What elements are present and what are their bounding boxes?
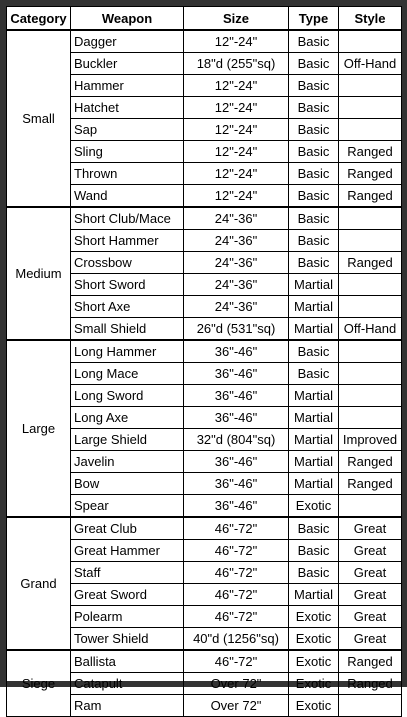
weapon-cell: Catapult: [71, 673, 184, 695]
type-cell: Basic: [289, 97, 339, 119]
style-cell: [339, 274, 402, 296]
type-cell: Basic: [289, 141, 339, 163]
size-cell: 12"-24": [184, 75, 289, 97]
table-row: [7, 650, 402, 673]
table-header: [7, 7, 402, 31]
size-cell: 36"-46": [184, 340, 289, 363]
style-cell: Great: [339, 628, 402, 651]
size-cell: 24"-36": [184, 207, 289, 230]
category-cell: Medium: [7, 207, 71, 340]
type-cell: Martial: [289, 429, 339, 451]
style-cell: [339, 30, 402, 53]
style-cell: Ranged: [339, 163, 402, 185]
style-cell: [339, 385, 402, 407]
weapon-cell: Great Club: [71, 517, 184, 540]
weapon-cell: Long Axe: [71, 407, 184, 429]
type-cell: Basic: [289, 340, 339, 363]
size-cell: 36"-46": [184, 451, 289, 473]
weapon-cell: Buckler: [71, 53, 184, 75]
type-cell: Basic: [289, 163, 339, 185]
header-size: Size: [184, 7, 289, 31]
weapon-cell: Short Hammer: [71, 230, 184, 252]
type-cell: Martial: [289, 274, 339, 296]
type-cell: Basic: [289, 75, 339, 97]
type-cell: Exotic: [289, 606, 339, 628]
weapon-cell: Javelin: [71, 451, 184, 473]
type-cell: Martial: [289, 407, 339, 429]
weapon-cell: Long Sword: [71, 385, 184, 407]
type-cell: Basic: [289, 363, 339, 385]
style-cell: [339, 97, 402, 119]
weapon-cell: Small Shield: [71, 318, 184, 341]
style-cell: Ranged: [339, 673, 402, 695]
type-cell: Exotic: [289, 650, 339, 673]
type-cell: Basic: [289, 230, 339, 252]
size-cell: 36"-46": [184, 385, 289, 407]
style-cell: [339, 230, 402, 252]
style-cell: Ranged: [339, 185, 402, 208]
size-cell: 46"-72": [184, 584, 289, 606]
weapons-table: [6, 6, 402, 717]
size-cell: 32"d (804"sq): [184, 429, 289, 451]
size-cell: 46"-72": [184, 562, 289, 584]
style-cell: [339, 296, 402, 318]
size-cell: Over 72": [184, 695, 289, 717]
type-cell: Martial: [289, 385, 339, 407]
size-cell: 36"-46": [184, 363, 289, 385]
style-cell: Improved: [339, 429, 402, 451]
style-cell: Ranged: [339, 473, 402, 495]
type-cell: Basic: [289, 562, 339, 584]
weapon-cell: Polearm: [71, 606, 184, 628]
category-cell: Large: [7, 340, 71, 517]
size-cell: 12"-24": [184, 97, 289, 119]
style-cell: [339, 75, 402, 97]
style-cell: Great: [339, 584, 402, 606]
table-row: [7, 517, 402, 540]
weapon-cell: Dagger: [71, 30, 184, 53]
weapon-cell: Ballista: [71, 650, 184, 673]
type-cell: Exotic: [289, 673, 339, 695]
weapon-cell: Hammer: [71, 75, 184, 97]
size-cell: 46"-72": [184, 540, 289, 562]
style-cell: [339, 119, 402, 141]
header-row: [7, 7, 402, 31]
style-cell: Great: [339, 517, 402, 540]
weapon-cell: Great Hammer: [71, 540, 184, 562]
weapon-cell: Great Sword: [71, 584, 184, 606]
style-cell: Ranged: [339, 451, 402, 473]
size-cell: 36"-46": [184, 473, 289, 495]
header-weapon: Weapon: [71, 7, 184, 31]
size-cell: 12"-24": [184, 30, 289, 53]
size-cell: 36"-46": [184, 407, 289, 429]
type-cell: Exotic: [289, 495, 339, 518]
type-cell: Martial: [289, 584, 339, 606]
style-cell: [339, 695, 402, 717]
header-type: Type: [289, 7, 339, 31]
category-cell: Siege: [7, 650, 71, 717]
type-cell: Basic: [289, 53, 339, 75]
size-cell: 12"-24": [184, 141, 289, 163]
size-cell: 46"-72": [184, 650, 289, 673]
size-cell: 18"d (255"sq): [184, 53, 289, 75]
style-cell: [339, 495, 402, 518]
table-row: [7, 340, 402, 363]
weapon-cell: Short Axe: [71, 296, 184, 318]
weapon-cell: Wand: [71, 185, 184, 208]
weapon-cell: Spear: [71, 495, 184, 518]
weapon-cell: Large Shield: [71, 429, 184, 451]
weapon-cell: Crossbow: [71, 252, 184, 274]
header-style: Style: [339, 7, 402, 31]
weapon-cell: Bow: [71, 473, 184, 495]
weapon-cell: Ram: [71, 695, 184, 717]
weapon-cell: Tower Shield: [71, 628, 184, 651]
type-cell: Basic: [289, 207, 339, 230]
table-body: [7, 30, 402, 717]
size-cell: 12"-24": [184, 185, 289, 208]
table-row: [7, 207, 402, 230]
style-cell: Great: [339, 540, 402, 562]
type-cell: Basic: [289, 517, 339, 540]
size-cell: 36"-46": [184, 495, 289, 518]
weapon-cell: Sap: [71, 119, 184, 141]
type-cell: Martial: [289, 451, 339, 473]
weapon-cell: Long Hammer: [71, 340, 184, 363]
category-cell: Small: [7, 30, 71, 207]
weapon-cell: Long Mace: [71, 363, 184, 385]
style-cell: Great: [339, 562, 402, 584]
type-cell: Basic: [289, 119, 339, 141]
type-cell: Basic: [289, 185, 339, 208]
table-row: [7, 30, 402, 53]
style-cell: [339, 207, 402, 230]
style-cell: [339, 407, 402, 429]
size-cell: 12"-24": [184, 163, 289, 185]
category-cell: Grand: [7, 517, 71, 650]
header-category: Category: [7, 7, 71, 31]
size-cell: 24"-36": [184, 230, 289, 252]
size-cell: 24"-36": [184, 296, 289, 318]
style-cell: [339, 340, 402, 363]
type-cell: Exotic: [289, 628, 339, 651]
weapon-cell: Sling: [71, 141, 184, 163]
weapon-cell: Short Sword: [71, 274, 184, 296]
style-cell: Ranged: [339, 650, 402, 673]
type-cell: Basic: [289, 540, 339, 562]
style-cell: Off-Hand: [339, 53, 402, 75]
size-cell: 26"d (531"sq): [184, 318, 289, 341]
style-cell: Ranged: [339, 252, 402, 274]
size-cell: 46"-72": [184, 606, 289, 628]
size-cell: 40"d (1256"sq): [184, 628, 289, 651]
type-cell: Basic: [289, 252, 339, 274]
type-cell: Exotic: [289, 695, 339, 717]
size-cell: 12"-24": [184, 119, 289, 141]
type-cell: Martial: [289, 296, 339, 318]
style-cell: Great: [339, 606, 402, 628]
weapon-cell: Hatchet: [71, 97, 184, 119]
type-cell: Martial: [289, 318, 339, 341]
size-cell: 24"-36": [184, 252, 289, 274]
size-cell: 24"-36": [184, 274, 289, 296]
weapon-cell: Thrown: [71, 163, 184, 185]
style-cell: Off-Hand: [339, 318, 402, 341]
type-cell: Basic: [289, 30, 339, 53]
weapon-cell: Staff: [71, 562, 184, 584]
style-cell: [339, 363, 402, 385]
style-cell: Ranged: [339, 141, 402, 163]
size-cell: 46"-72": [184, 517, 289, 540]
size-cell: Over 72": [184, 673, 289, 695]
weapon-cell: Short Club/Mace: [71, 207, 184, 230]
type-cell: Martial: [289, 473, 339, 495]
